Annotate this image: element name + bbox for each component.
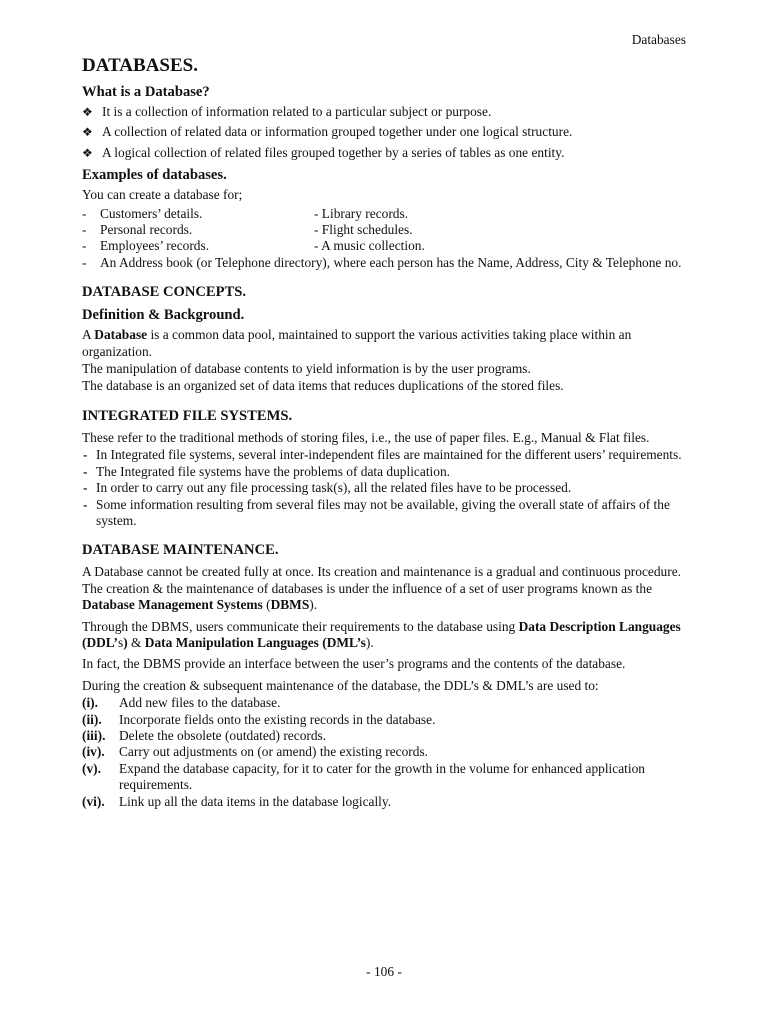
maintenance-paragraph: During the creation & subsequent maintenance of the database, the DDL’s & DML’s are used to: (82, 677, 599, 693)
list-item (82, 104, 688, 120)
maintenance-paragraph: In fact, the DBMS provide an interface between the user’s programs and the contents of the database. (82, 656, 626, 672)
list-item: - In Integrated file systems, several inter-independent files are maintained for the different users’ requirements. (83, 447, 682, 463)
list-item: (i). Add new files to the database. (82, 695, 281, 711)
concepts-paragraph: The manipulation of database contents to yield information is by the user programs. (82, 361, 531, 377)
concepts-heading: DATABASE CONCEPTS. (82, 284, 247, 301)
list-item: - In order to carry out any file processing task(s), all the related files have to be processed. (83, 480, 572, 496)
examples-heading: Examples of databases. (82, 167, 227, 184)
list-item: - Some information resulting from several files may not be available, giving the overall state of affairs of the system. (83, 496, 670, 528)
integrated-list (82, 447, 688, 529)
list-item: (iv). Carry out adjustments on (or amend) the existing records. (82, 744, 429, 760)
list-item: - The Integrated file systems have the problems of data duplication. (83, 463, 450, 479)
example-item: - Employees’ records. (82, 238, 210, 254)
list-item (82, 145, 688, 161)
example-item: - Library records. (314, 205, 409, 221)
list-item: (v). Expand the database capacity, for it to cater for the growth in the volume for enhanced application requirements. (82, 760, 645, 793)
diamond-bullet-icon: ❖ (82, 125, 93, 140)
concepts-paragraph: The database is an organized set of data items that reduces duplications of the stored files. (82, 378, 564, 394)
maintenance-paragraph: Through the DBMS, users communicate their requirements to the database using Data Description Languages (DDL’s) & Data Manipulation Languages (DML’s). (82, 618, 681, 650)
example-item: - Personal records. (82, 222, 193, 238)
list-item (82, 124, 688, 140)
maintenance-heading: DATABASE MAINTENANCE. (82, 542, 279, 559)
list-item: (iii). Delete the obsolete (outdated) records. (82, 727, 327, 743)
definition-paragraph: A Database is a common data pool, maintained to support the various activities taking place within an organization. (82, 327, 632, 359)
what-is-heading: What is a Database? (82, 84, 210, 100)
diamond-bullet-icon: ❖ (82, 145, 93, 160)
maintenance-paragraph: A Database cannot be created fully at once. Its creation and maintenance is a gradual and continuous procedure. The creation & the maintenance of databases is under the influence of a set of user programs known as the Database Management Systems (DBMS). (82, 564, 681, 613)
page-title: DATABASES. (82, 55, 198, 76)
list-item: (vi). Link up all the data items in the database logically. (82, 793, 392, 809)
example-item: - Flight schedules. (314, 222, 413, 238)
list-item: - An Address book (or Telephone directory), where each person has the Name, Address, City & Telephone no. (82, 254, 682, 270)
page-number: - 106 - (366, 964, 402, 979)
running-header: Databases (631, 32, 686, 47)
definition-subheading: Definition & Background. (82, 307, 245, 324)
what-is-list (82, 104, 688, 161)
list-item-text: A collection of related data or information grouped together under one logical structure. (102, 124, 573, 140)
list-item: (ii). Incorporate fields onto the existing records in the database. (82, 711, 436, 727)
examples-extra-list (82, 255, 688, 271)
examples-intro: You can create a database for; (82, 187, 243, 203)
list-item-text: A logical collection of related files grouped together by a series of tables as one entity. (102, 144, 565, 160)
list-item-text: It is a collection of information related to a particular subject or purpose. (102, 104, 492, 119)
example-item: - A music collection. (314, 238, 425, 254)
maintenance-list (82, 695, 688, 810)
examples-grid (82, 206, 688, 255)
integrated-heading: INTEGRATED FILE SYSTEMS. (82, 407, 293, 424)
integrated-intro: These refer to the traditional methods of storing files, i.e., the use of paper files. E.g., Manual & Flat files. (82, 429, 650, 445)
page-content (82, 50, 688, 810)
diamond-bullet-icon: ❖ (82, 105, 93, 119)
example-item: - Customers’ details. (82, 205, 203, 221)
